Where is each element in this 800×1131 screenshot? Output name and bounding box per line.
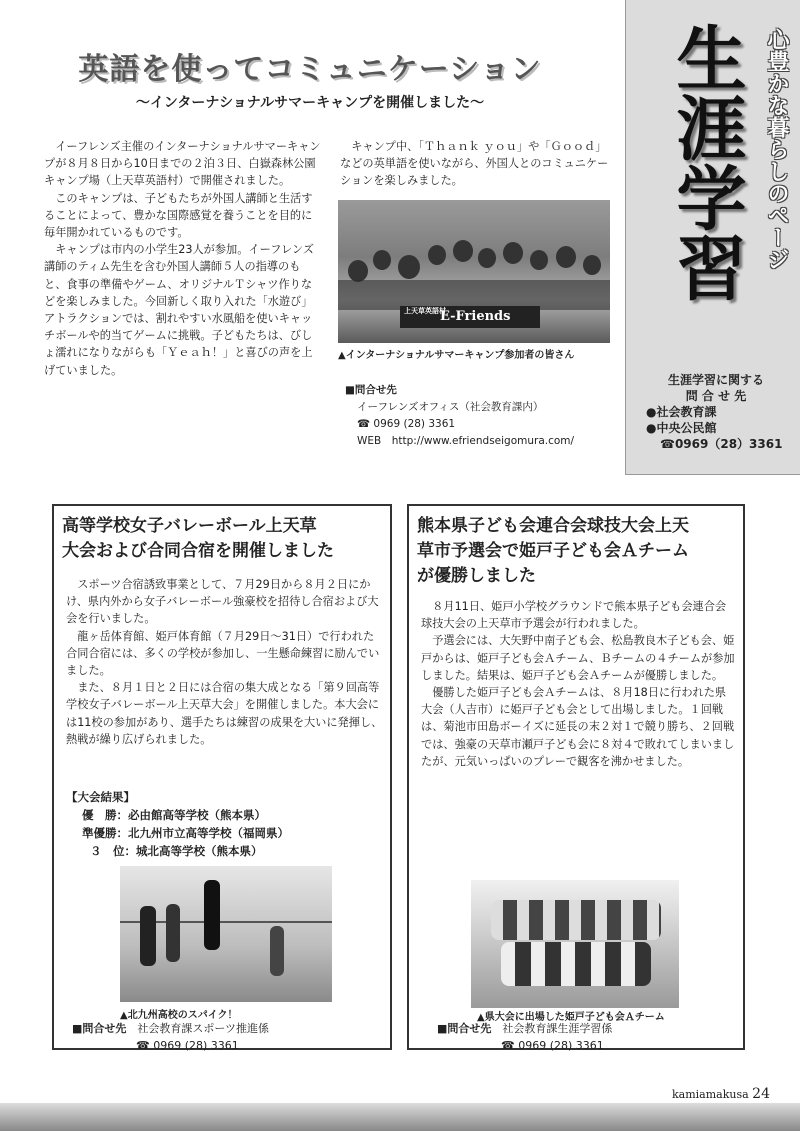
paragraph: 龍ヶ岳体育館、姫戸体育館（７月29日～31日）で行われた合同合宿には、多くの学校が参加し、一生懸命練習に励んでいました。: [66, 629, 380, 678]
team-photo: [471, 880, 679, 1008]
photo-caption: ▲インターナショナルサマーキャンプ参加者の皆さん: [338, 350, 575, 361]
sidebar-subtitle: 心豊かな暮らしのページ: [764, 28, 789, 270]
contact-heading: ■問合せ先: [345, 384, 397, 396]
article-title: 英語を使ってコミュニケーション: [78, 52, 542, 87]
contact-dept: 社会教育課生涯学習係: [502, 1022, 613, 1035]
paragraph: ８月11日、姫戸小学校グラウンドで熊本県子ども会連合会球技大会の上天草市予選会が行われました。: [421, 600, 727, 631]
sidebar: [625, 0, 800, 475]
bottom-band: [0, 1103, 800, 1131]
article-body-right: [340, 138, 610, 190]
inquiry-line1: 生涯学習に関する: [667, 373, 764, 387]
contact-office: イーフレンズオフィス（社会教育課内）: [357, 401, 544, 413]
volleyball-article: [52, 504, 392, 1050]
photo-banner-small: 上天草英語村: [404, 307, 446, 315]
title-line: 高等学校女子バレーボール上天草: [62, 516, 317, 536]
page-number: 24: [752, 1086, 770, 1102]
paragraph: また、８月１日と２日には合宿の集大成となる「第９回高等学校女子バレーボール上天草大会」を開催しました。本大会には11校の参加があり、選手たちは練習の成果を大いに発揮し、熱戦が繰り広げられました。: [66, 681, 383, 746]
photo-caption: ▲北九州高校のスパイク！: [120, 1010, 238, 1021]
volleyball-photo: [120, 866, 332, 1002]
sidebar-inquiry: [646, 372, 796, 452]
result-item: ３ 位：城北高等学校（熊本県）: [90, 844, 263, 858]
contact-tel: ☎ 0969 (28) 3361: [357, 418, 456, 430]
article-subtitle: ～インターナショナルサマーキャンプを開催しました～: [135, 95, 485, 111]
paragraph: キャンプ中、「Ｔｈａｎｋ ｙｏｕ」や「Ｇｏｏｄ」などの英単語を使いながら、外国人とのコミュニケーションを楽しみました。: [340, 140, 609, 188]
contact-block: [437, 1020, 737, 1054]
kodomokai-body: [421, 598, 737, 770]
result-item: 優 勝：必由館高等学校（熊本県）: [82, 808, 266, 822]
title-line: が優勝しました: [417, 566, 536, 586]
contact-block: [345, 382, 625, 450]
inquiry-tel: ☎0969（28）3361: [660, 437, 783, 451]
paragraph: スポーツ合宿誘致事業として、７月29日から８月２日にかけ、県内外から女子バレーボール強豪校を招待し合宿および大会を行いました。: [66, 578, 379, 626]
contact-heading: ■問合せ先: [72, 1022, 127, 1035]
results-heading: 【大会結果】: [66, 790, 135, 804]
page-footer: [672, 1086, 770, 1102]
results-list: [66, 788, 384, 860]
contact-dept: 社会教育課スポーツ推進係: [137, 1022, 269, 1035]
paragraph: イーフレンズ主催のインターナショナルサマーキャンプが８月８日から10日までの２泊３日、白嶽森林公園キャンプ場（上天草英語村）で開催されました。: [44, 140, 321, 188]
photo-banner-text: E-Friends: [440, 309, 511, 324]
site-name: kamiamakusa: [671, 1088, 749, 1101]
result-item: 準優勝：北九州市立高等学校（福岡県）: [82, 826, 289, 840]
contact-tel: ☎ 0969 (28) 3361: [136, 1039, 239, 1052]
photo-banner: [400, 306, 540, 328]
inquiry-dept2: ●中央公民館: [646, 421, 717, 435]
article-body-left: [44, 138, 322, 379]
title-line: 草市予選会で姫戸子ども会Ａチーム: [417, 541, 689, 561]
kodomokai-title: [417, 514, 737, 589]
contact-heading: ■問合せ先: [437, 1022, 492, 1035]
volleyball-body: [66, 576, 384, 748]
camp-group-photo: [338, 200, 610, 343]
photo-caption: ▲県大会に出場した姫戸子ども会Ａチーム: [477, 1012, 665, 1023]
sidebar-title: 生涯学習: [665, 22, 748, 302]
contact-tel: ☎ 0969 (28) 3361: [501, 1039, 604, 1052]
paragraph: 予選会には、大矢野中南子ども会、松島教良木子ども会、姫戸からは、姫戸子ども会Ａチーム、Ｂチームの４チームが参加しました。結果は、姫戸子ども会Ａチームが優勝しました。: [421, 634, 735, 682]
paragraph: キャンプは市内の小学生23人が参加。イーフレンズ講師のティム先生を含む外国人講師５人の指導のもと、食事の準備やゲーム、オリジナルＴシャツ作りなどを楽しみました。今回新しく取り入れた「水遊び」アトラクションでは、割れやすい水風船を使いキャッチボールや的当てゲームに挑戦。子どもたちは、びしょ濡れになりながらも「Ｙｅａｈ！」と喜びの声を上げていました。: [44, 243, 314, 377]
paragraph: 優勝した姫戸子ども会Ａチームは、８月18日に行われた県大会（人吉市）に姫戸子ども会として出場しました。１回戦は、菊池市田島ボーイズに延長の末２対１で競り勝ち、２回戦では、強豪の天草市瀬戸子ども会に８対４で敗れてしまいましたが、元気いっぱいのプレーで観客を沸かせました。: [421, 686, 735, 768]
volleyball-title: [62, 514, 382, 564]
title-line: 大会および合同合宿を開催しました: [62, 541, 334, 561]
inquiry-line2: 問 合 せ 先: [685, 389, 747, 403]
kodomokai-article: [407, 504, 745, 1050]
contact-block: [72, 1020, 382, 1054]
title-line: 熊本県子ども会連合会球技大会上天: [417, 516, 689, 536]
paragraph: このキャンプは、子どもたちが外国人講師と生活することによって、豊かな国際感覚を養うことを目的に毎年開かれているものです。: [44, 191, 313, 240]
contact-web: WEB http://www.efriendseigomura.com/: [357, 435, 575, 447]
inquiry-dept1: ●社会教育課: [646, 405, 717, 419]
